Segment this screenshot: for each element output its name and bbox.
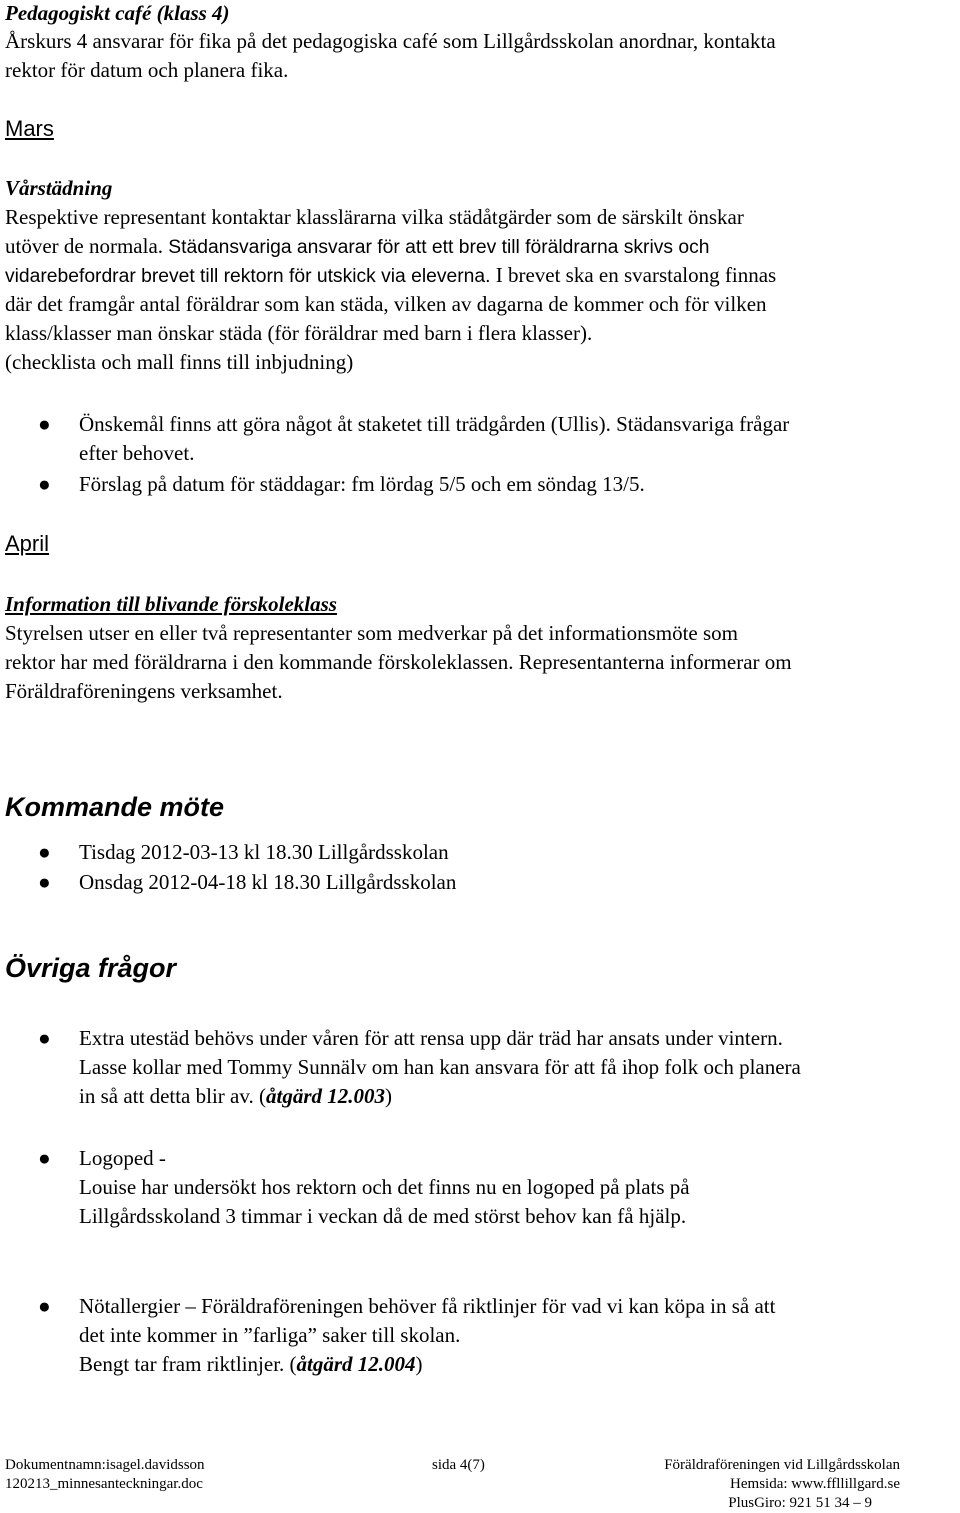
- bullet-icon: ●: [38, 472, 51, 496]
- footer-docname: Dokumentnamn:isagel.davidsson: [5, 1457, 205, 1473]
- list-item-line: Önskemål finns att göra något åt staketet till trädgården (Ullis). Städansvariga frågar: [79, 412, 790, 436]
- list-item-line: Nötallergier – Föräldraföreningen behöver få riktlinjer för vad vi kan köpa in så att: [79, 1294, 776, 1318]
- bullet-icon: ●: [38, 1026, 51, 1050]
- text-segment: ): [415, 1352, 423, 1376]
- text-segment: in så att detta blir av. (: [79, 1084, 266, 1108]
- list-item-line: Förslag på datum för städdagar: fm lördag 5/5 och em söndag 13/5.: [79, 472, 645, 496]
- month-heading-april: April: [5, 531, 50, 556]
- footer-page-number: sida 4(7): [432, 1457, 485, 1473]
- section-heading-information: [5, 590, 337, 619]
- bullet-icon: ●: [38, 840, 51, 864]
- text-segment: I brevet ska en svarstalong finnas: [490, 263, 777, 287]
- text-segment: utöver de normala.: [5, 234, 169, 258]
- section-heading-pedagogiskt: Pedagogiskt café (klass 4): [5, 1, 230, 25]
- list-item-line: [79, 1082, 392, 1111]
- paragraph-line: Föräldraföreningens verksamhet.: [5, 679, 283, 703]
- text-segment: Bengt tar fram riktlinjer. (: [79, 1352, 297, 1376]
- list-item: Onsdag 2012-04-18 kl 18.30 Lillgårdsskolan: [79, 870, 457, 894]
- paragraph-line: Respektive representant kontaktar klasslärarna vilka städåtgärder som de särskilt önskar: [5, 205, 744, 229]
- footer-organisation: Föräldraföreningen vid Lillgårdsskolan: [664, 1457, 900, 1473]
- paragraph-line: rektor har med föräldrarna i den kommande förskoleklassen. Representanterna informerar om: [5, 650, 792, 674]
- list-item-line: Louise har undersökt hos rektorn och det finns nu en logoped på plats på: [79, 1175, 690, 1199]
- bullet-icon: ●: [38, 1146, 51, 1170]
- section-heading-varstadning: Vårstädning: [5, 176, 113, 200]
- footer-website: Hemsida: www.ffllillgard.se: [730, 1476, 900, 1492]
- bullet-icon: ●: [38, 870, 51, 894]
- paragraph-line: [5, 261, 776, 291]
- list-item-line: Lasse kollar med Tommy Sunnälv om han kan ansvara för att få ihop folk och planera: [79, 1055, 801, 1079]
- footer-filename: 120213_minnesanteckningar.doc: [5, 1476, 203, 1492]
- paragraph-line: [5, 232, 709, 262]
- bullet-icon: ●: [38, 412, 51, 436]
- footer-plusgiro: PlusGiro: 921 51 34 – 9: [728, 1495, 872, 1511]
- paragraph-line: klass/klasser man önskar städa (för föräldrar med barn i flera klasser).: [5, 321, 593, 345]
- action-reference: åtgärd 12.003: [266, 1084, 386, 1108]
- list-item-line: Lillgårdsskoland 3 timmar i veckan då de med störst behov kan få hjälp.: [79, 1204, 687, 1228]
- paragraph-line: där det framgår antal föräldrar som kan städa, vilken av dagarna de kommer och för vilken: [5, 292, 767, 316]
- paragraph-line: (checklista och mall finns till inbjudning): [5, 350, 354, 374]
- list-item-line: Extra utestäd behövs under våren för att rensa upp där träd har ansats under vintern.: [79, 1026, 783, 1050]
- list-item-line: Logoped -: [79, 1146, 166, 1170]
- action-reference: åtgärd 12.004: [296, 1352, 416, 1376]
- text-segment-sans: vidarebefordrar brevet till rektorn för utskick via eleverna.: [5, 266, 491, 287]
- bullet-icon: ●: [38, 1294, 51, 1318]
- list-item-line: [79, 1350, 423, 1379]
- list-item: Tisdag 2012-03-13 kl 18.30 Lillgårdsskolan: [79, 840, 449, 864]
- paragraph-line: Styrelsen utser en eller två representanter som medverkar på det informationsmöte som: [5, 621, 739, 645]
- month-heading-mars: Mars: [5, 116, 54, 141]
- list-item-line: det inte kommer in ”farliga” saker till skolan.: [79, 1323, 461, 1347]
- section-heading-ovriga-fragor: Övriga frågor: [5, 953, 177, 983]
- paragraph-line: Årskurs 4 ansvarar för fika på det pedagogiska café som Lillgårdsskolan anordnar, kontakta: [5, 29, 776, 53]
- paragraph-line: rektor för datum och planera fika.: [5, 58, 289, 82]
- section-heading-kommande-mote: Kommande möte: [5, 792, 225, 822]
- text-segment: ): [385, 1084, 393, 1108]
- text-segment-sans: Städansvariga ansvarar för att ett brev till föräldrarna skrivs och: [168, 237, 710, 258]
- list-item-line: efter behovet.: [79, 441, 195, 465]
- section-heading-text: Information till blivande förskoleklass: [5, 592, 337, 616]
